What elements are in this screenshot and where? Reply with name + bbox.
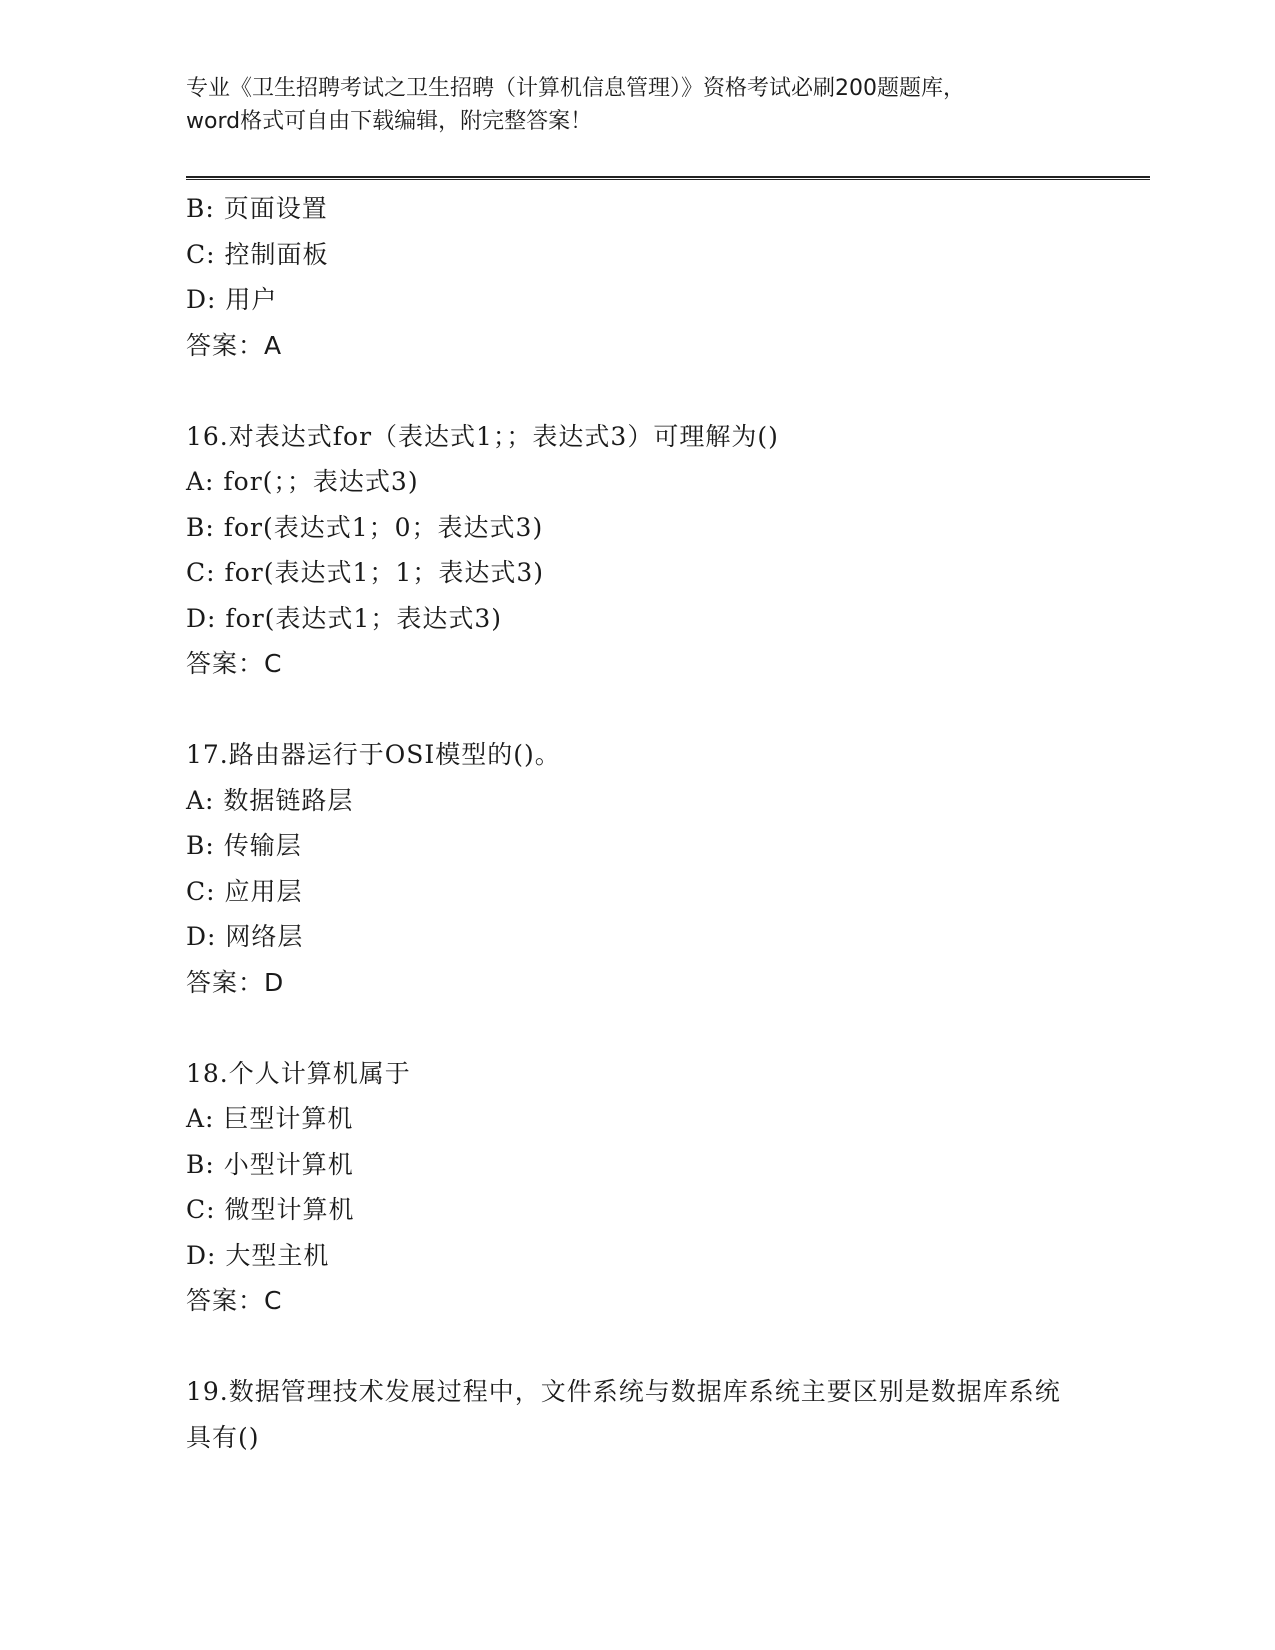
question-block-18 [186, 1051, 1150, 1324]
question-block-19 [186, 1369, 1150, 1460]
option-c: C: for(表达式1；1；表达式3) [186, 558, 544, 587]
option-d: D: 用户 [186, 285, 278, 314]
option-c: C: 微型计算机 [186, 1195, 355, 1224]
spacer [186, 1005, 1150, 1051]
option-b: B: 传输层 [186, 831, 302, 860]
question-block-17 [186, 732, 1150, 1005]
option-d: D: 大型主机 [186, 1240, 330, 1270]
option-c: C: 应用层 [186, 876, 303, 906]
spacer [186, 687, 1150, 733]
document-header [186, 72, 1106, 138]
option-a: A: 巨型计算机 [186, 1104, 354, 1133]
question-block-16 [186, 414, 1150, 687]
answer-line: 答案：C [186, 1286, 283, 1315]
option-a: A: for(；；表达式3) [186, 467, 419, 496]
question-stem: 17.路由器运行于OSI模型的()。 [186, 740, 561, 769]
question-stem: 18.个人计算机属于 [186, 1058, 411, 1088]
option-d: D: 网络层 [186, 922, 304, 951]
answer-line: 答案：D [186, 967, 285, 997]
question-list [186, 186, 1150, 1460]
option-c: C: 控制面板 [186, 239, 329, 269]
option-d: D: for(表达式1；表达式3) [186, 603, 502, 633]
header-title-line2: word格式可自由下载编辑，附完整答案！ [186, 109, 593, 134]
question-block-15 [186, 186, 1150, 368]
option-a: A: 数据链路层 [186, 785, 354, 815]
question-stem: 19.数据管理技术发展过程中，文件系统与数据库系统主要区别是数据库系统具有() [186, 1377, 1061, 1452]
spacer [186, 368, 1150, 414]
option-b: B: for(表达式1；0；表达式3) [186, 512, 544, 542]
answer-line: 答案：A [186, 330, 283, 360]
answer-line: 答案：C [186, 649, 283, 678]
header-divider [186, 176, 1150, 180]
option-b: B: 页面设置 [186, 194, 328, 223]
spacer [186, 1324, 1150, 1370]
option-b: B: 小型计算机 [186, 1149, 354, 1179]
header-title-line1: 专业《卫生招聘考试之卫生招聘（计算机信息管理）》资格考试必刷200题题库， [186, 76, 965, 101]
question-stem: 16.对表达式for（表达式1；；表达式3）可理解为() [186, 421, 779, 451]
